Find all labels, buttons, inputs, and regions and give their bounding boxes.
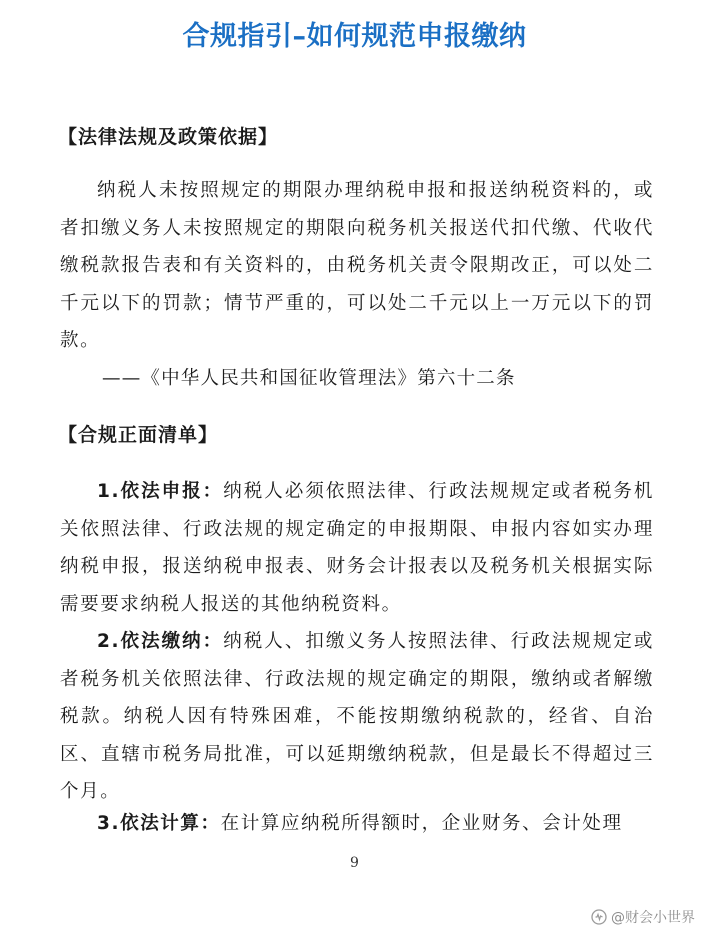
list-item-text: 纳税人必须依照法律、行政法规规定或者税务机关依照法律、行政法规的规定确定的申报期限、申报内容如实办理纳税申报，报送纳税申报表、财务会计报表以及税务机关根据实际需要要求纳税人报送的其他纳税资料。 <box>60 481 654 615</box>
list-item-label: 3.依法计算： <box>97 813 221 834</box>
document-title: 合规指引–如何规范申报缴纳 <box>182 21 527 52</box>
section-heading-legal-basis: 【法律法规及政策依据】 <box>58 126 279 148</box>
legal-basis-paragraph: 纳税人未按照规定的期限办理纳税申报和报送纳税资料的，或者扣缴义务人未按照规定的期限向税务机关报送代扣代缴、代收代缴税款报告表和有关资料的，由税务机关责令限期改正，可以处二千元以下的罚款；情节严重的，可以处二千元以上一万元以下的罚款。 <box>60 180 654 351</box>
law-citation: ——《中华人民共和国征收管理法》第六十二条 <box>102 368 516 389</box>
list-item-label: 2.依法缴纳： <box>97 631 224 652</box>
section-heading-positive-list: 【合规正面清单】 <box>58 424 219 446</box>
list-item-text: 纳税人、扣缴义务人按照法律、行政法规规定或者税务机关依照法律、行政法规的规定确定的期限，缴纳或者解缴税款。纳税人因有特殊困难，不能按期缴纳税款的，经省、自治区、直辖市税务局批准，可以延期缴纳税款，但是最长不得超过三个月。 <box>60 631 654 802</box>
list-item-lawful-payment <box>60 623 654 811</box>
list-item-lawful-calculation <box>60 805 654 843</box>
list-item-label: 1.依法申报： <box>97 481 224 502</box>
list-item-lawful-declaration <box>60 473 654 623</box>
watermark-text: @财会小世界 <box>611 910 695 926</box>
watermark <box>591 907 695 927</box>
sound-wave-logo-icon <box>591 909 607 925</box>
page-number: 9 <box>350 855 359 871</box>
list-item-text: 在计算应纳税所得额时，企业财务、会计处理 <box>220 813 623 834</box>
